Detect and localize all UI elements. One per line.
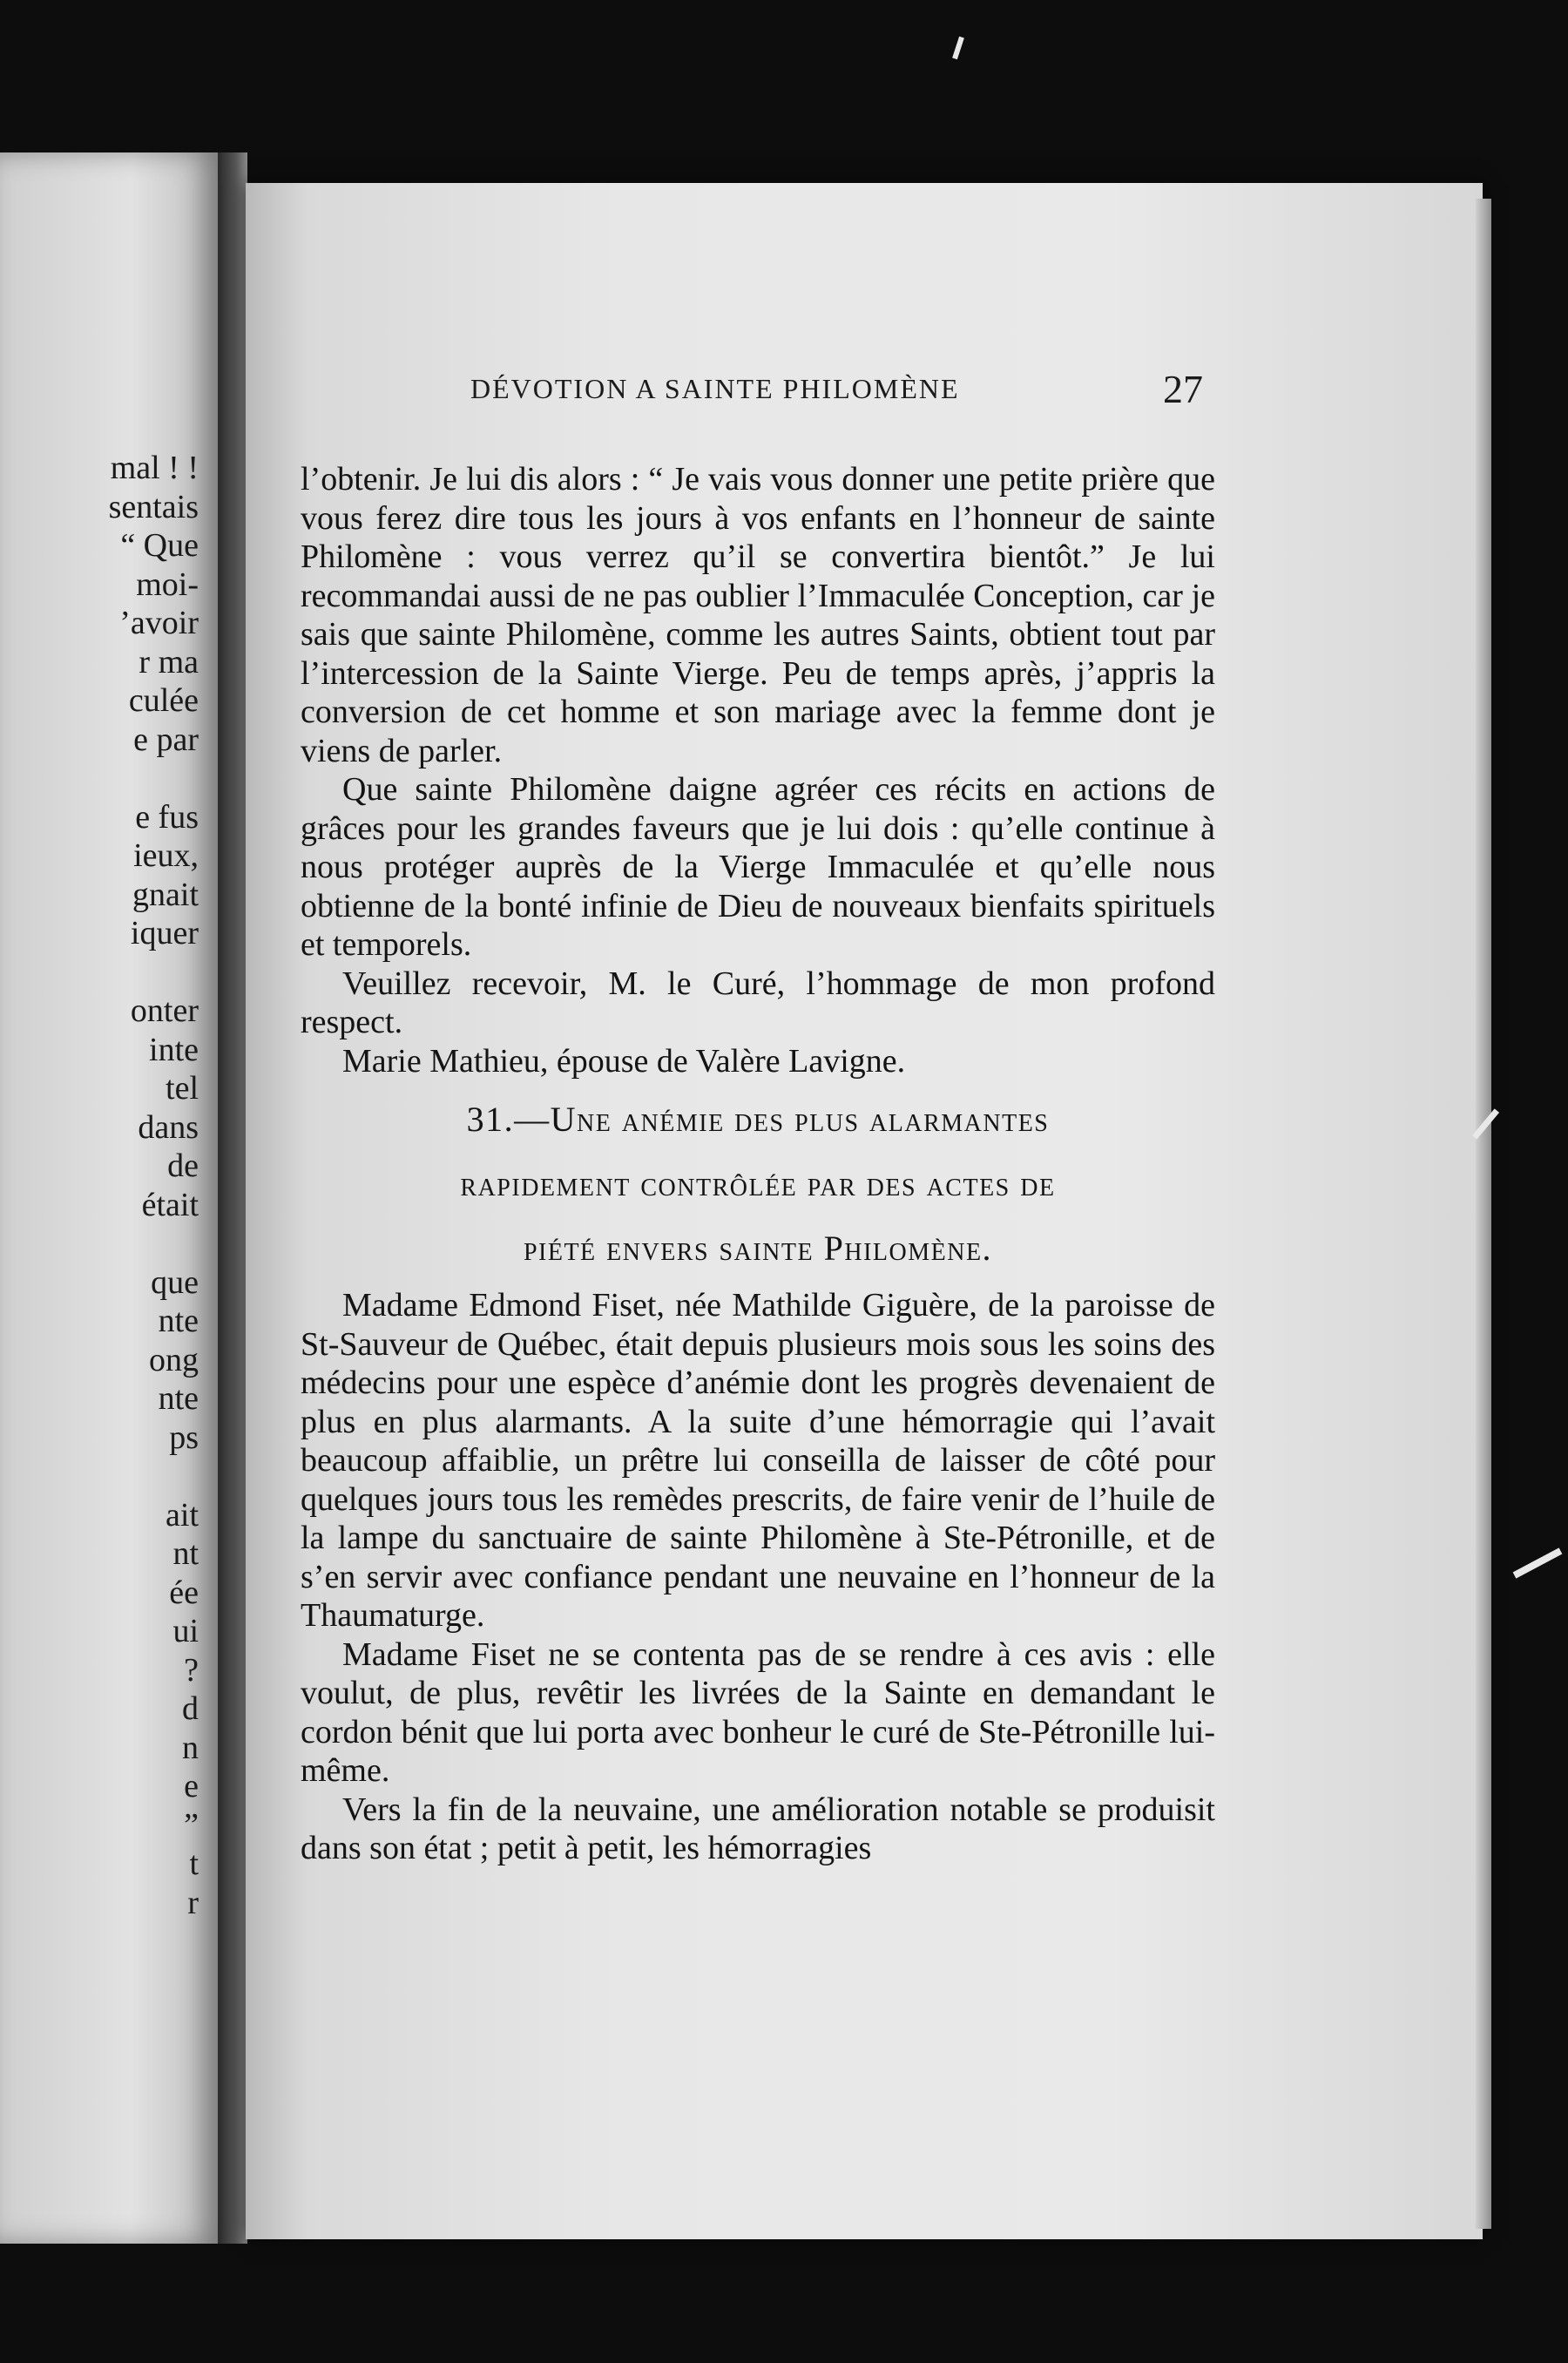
left-page-line: dans [138, 1108, 199, 1146]
left-page-line: nte [158, 1303, 199, 1339]
left-page-line: ” [184, 1806, 199, 1844]
letter-signature: Marie Mathieu, épouse de Valère Lavigne. [342, 1042, 906, 1080]
section-paragraph: Madame Edmond Fiset, née Mathilde Giguère, de la paroisse de St-Sauveur de Québec, était depuis plusieurs mois sous les soins des médecins pour une espèce d’anémie dont les progrès devenaient de plus en plus alarmants. A la suite d’une hémorragie qui l’avait beaucoup affaiblie, un prêtre lui conseilla de laisser de côté pour quelques jours tous les remèdes prescrits, de faire venir de l’huile de la lampe du sanctuaire de sainte Philomène à Ste-Pétronille, et de s’en servir avec confiance pendant une neuvaine en l’honneur de la Thaumaturge. [301, 1287, 1215, 1634]
left-page-line: inte [149, 1031, 199, 1068]
left-page-line: onter [130, 992, 199, 1029]
scan-speck [952, 37, 964, 60]
section-heading-line: 31.—Une anémie des plus alarmantes [466, 1100, 1050, 1139]
left-page-line: de [167, 1148, 199, 1184]
left-page-line: e fus [135, 798, 199, 836]
left-page-line: culée [128, 682, 199, 719]
section-heading [301, 1087, 1215, 1281]
page-number: 27 [1163, 367, 1203, 411]
section-paragraph: Vers la fin de la neuvaine, une amélioration notable se produisit dans son état ; petit à petit, les hémorragies [301, 1791, 1215, 1866]
scan-speck [1513, 1547, 1563, 1578]
left-page-line: ieux, [133, 837, 199, 874]
left-page-line: sentais [108, 488, 199, 525]
left-page-line: mal ! ! [110, 450, 199, 486]
left-page-line: ps [169, 1418, 199, 1456]
left-page-line: d [182, 1690, 199, 1727]
body-paragraph: Que sainte Philomène daigne agréer ces récits en actions de grâces pour les grandes faveurs que je lui dois : qu’elle continue à nous protéger auprès de la Vierge Immaculée et qu’elle nous obtienne de la bonté infinie de Dieu de nouveaux bienfaits spirituels et temporels. [301, 771, 1215, 963]
left-page-line: ée [169, 1574, 199, 1611]
left-page-line: ait [166, 1496, 199, 1534]
left-page-line: r ma [139, 643, 199, 680]
left-page-line: t [189, 1845, 199, 1882]
left-page [0, 152, 218, 2244]
left-page-line: nte [158, 1380, 199, 1417]
left-page-line: iquer [130, 915, 199, 951]
left-page-line: tel [166, 1070, 199, 1107]
running-title: DÉVOTION A SAINTE PHILOMÈNE [470, 373, 960, 404]
left-page-line [109, 1224, 199, 1263]
left-page-line: n [182, 1729, 199, 1766]
book-gutter [218, 152, 247, 2244]
left-page-line: moi- [136, 565, 199, 603]
body-paragraph: Veuillez recevoir, M. le Curé, l’hommage de mon profond respect. [301, 965, 1215, 1040]
left-page-line: que [151, 1263, 199, 1301]
body-paragraph: l’obtenir. Je lui dis alors : “ Je vais vous donner une petite prière que vous ferez dire tous les jours à vos enfants en l’honneur de sainte Philomène : vous verrez qu’il se convertira bientôt.” Je lui recommandai aussi de ne pas oublier l’Immaculée Conception, car je sais que sainte Philomène, comme les autres Saints, obtient tout par l’intercession de la Sainte Vierge. Peu de temps après, j’appris la conversion de cet homme et son mariage avec la femme dont je viens de parler. [301, 461, 1215, 769]
left-page-line: e [184, 1768, 199, 1804]
section-heading-line: rapidement contrôlée par des actes de [460, 1164, 1056, 1203]
left-page-line: ui [172, 1613, 199, 1649]
left-page-line: e par [133, 721, 199, 758]
left-page-line: “ Que [120, 527, 199, 564]
left-page-text [109, 449, 199, 1922]
page-edge [1476, 199, 1491, 2229]
left-page-line [109, 953, 199, 992]
left-page-line: était [141, 1186, 199, 1223]
left-page-line: ? [184, 1651, 199, 1689]
left-page-line: gnait [132, 876, 199, 913]
left-page-line: r [187, 1884, 199, 1921]
left-page-line: ong [149, 1341, 199, 1378]
section-paragraph: Madame Fiset ne se contenta pas de se rendre à ces avis : elle voulut, de plus, revêtir les livrées de la Sainte en demandant le cordon bénit que lui porta avec bonheur le curé de Ste-Pétronille lui-même. [301, 1635, 1215, 1789]
left-page-line [109, 1457, 199, 1496]
left-page-line: nt [172, 1535, 199, 1572]
page-body [301, 460, 1215, 1868]
left-page-line: ’avoir [119, 605, 199, 641]
left-page-line [109, 759, 199, 798]
section-heading-line: piété envers sainte Philomène. [523, 1229, 993, 1268]
